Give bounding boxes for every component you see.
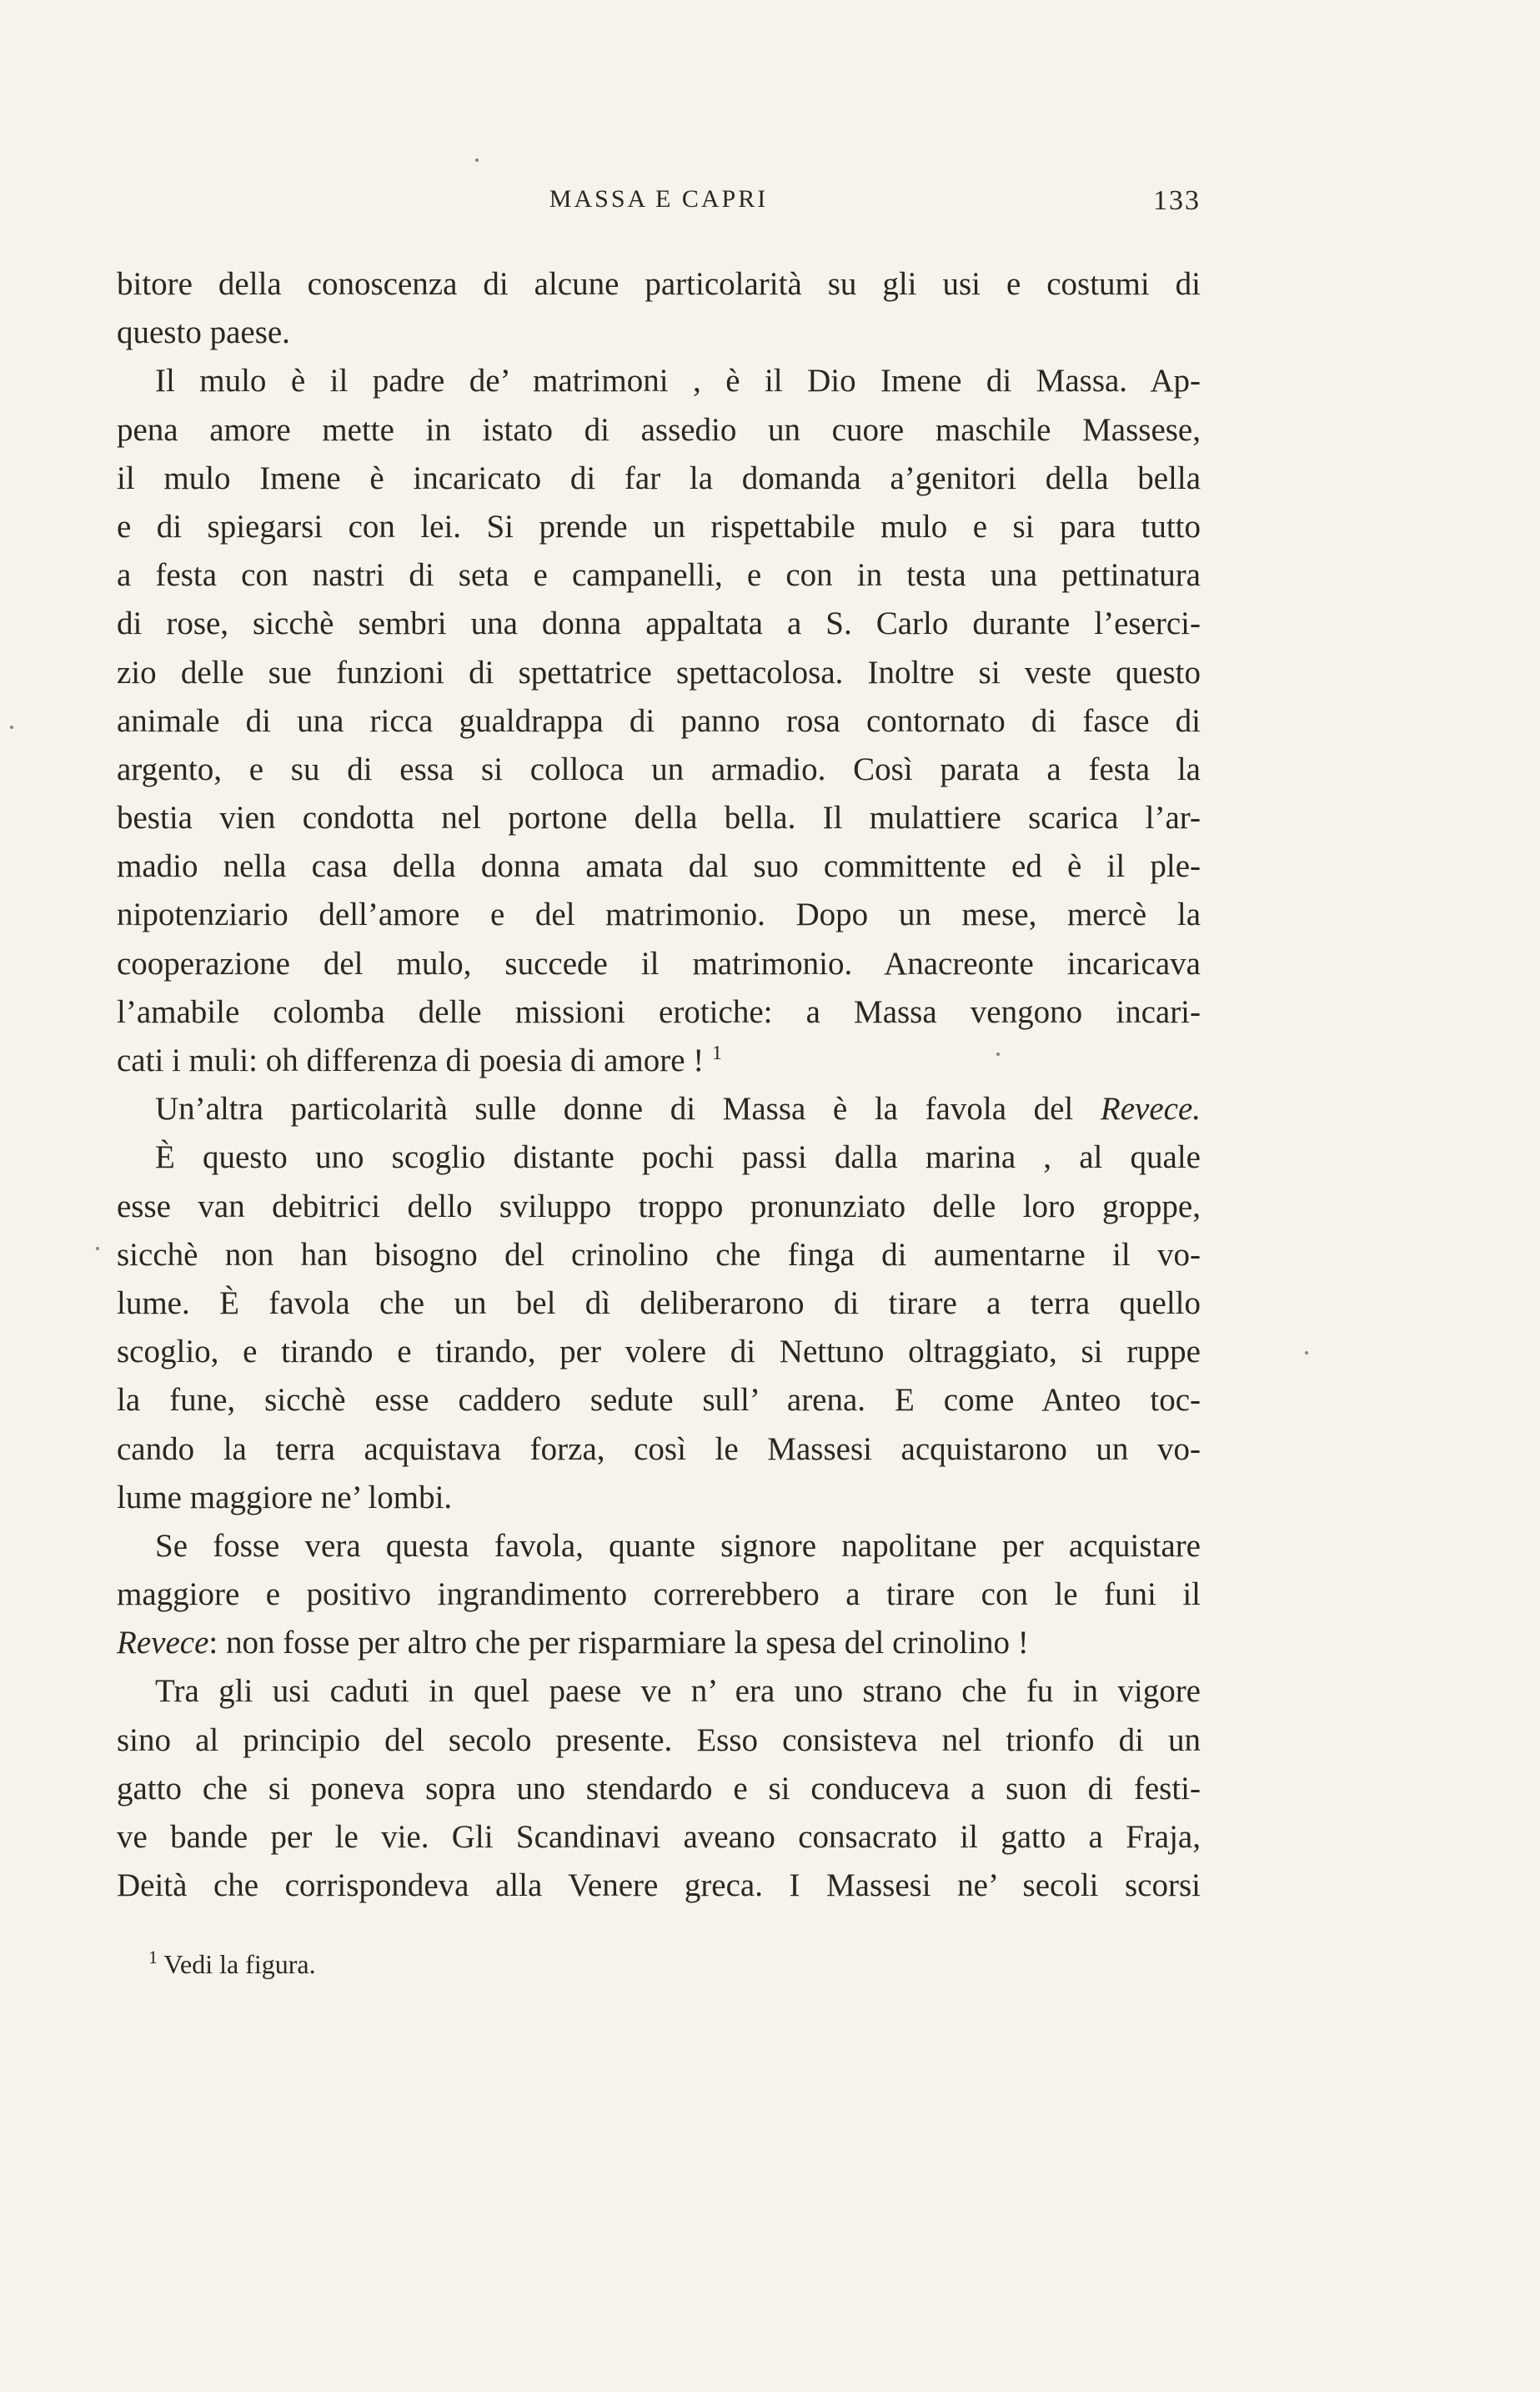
footnote [148, 1947, 316, 1981]
text-line: sino al principio del secolo presente. Esso consisteva nel trionfo di un [117, 1721, 1201, 1758]
text-line: la fune, sicchè esse caddero sedute sull’ arena. E come Anteo toc- [117, 1382, 1201, 1419]
body-text [117, 260, 1201, 1910]
revece-term: Revece. [1100, 1091, 1201, 1128]
text-line: l’amabile colomba delle missioni erotiche: a Massa vengono incari- [117, 993, 1201, 1030]
text-line-segment: Un’altra particolarità sulle donne di Massa è la favola del [155, 1091, 1074, 1128]
text-line: pena amore mette in istato di assedio un cuore maschile Massese, [117, 411, 1201, 448]
text-line: Il mulo è il padre de’ matrimoni , è il Dio Imene di Massa. Ap- [155, 363, 1201, 400]
text-line [117, 1085, 1201, 1133]
paper-speck [1305, 1351, 1308, 1354]
text-line: zio delle sue funzioni di spettatrice spettacolosa. Inoltre si veste questo [117, 654, 1201, 691]
text-line: gatto che si poneva sopra uno stendardo e si conduceva a suon di festi- [117, 1770, 1201, 1807]
footnote-text: Vedi la figura. [163, 1949, 316, 1979]
text-line: sicchè non han bisogno del crinolino che finga di aumentarne il vo- [117, 1236, 1201, 1273]
text-line: ve bande per le vie. Gli Scandinavi aveano consacrato il gatto a Fraja, [117, 1819, 1201, 1855]
page-header [117, 185, 1201, 227]
revece-term: Revece [117, 1625, 209, 1661]
page-number: 133 [1153, 185, 1201, 216]
text-line: cando la terra acquistava forza, così le Massesi acquistarono un vo- [117, 1430, 1201, 1467]
text-line: maggiore e positivo ingrandimento correrebbero a tirare con le funi il [117, 1576, 1201, 1613]
text-line: Tra gli usi caduti in quel paese ve n’ era uno strano che fu in vigore [155, 1673, 1201, 1710]
paper-speck [475, 158, 479, 162]
text-line: scoglio, e tirando e tirando, per volere di Nettuno oltraggiato, si ruppe [117, 1334, 1201, 1370]
text-line: esse van debitrici dello sviluppo troppo pronunziato delle loro groppe, [117, 1188, 1201, 1224]
paper-speck [96, 1247, 99, 1250]
paper-speck [996, 1053, 1000, 1056]
text-line: lume. È favola che un bel dì deliberarono di tirare a terra quello [117, 1284, 1201, 1321]
text-line: Deità che corrispondeva alla Venere greca. I Massesi ne’ secoli scorsi [117, 1867, 1201, 1904]
text-line [117, 1619, 1201, 1667]
paper-speck [10, 726, 13, 729]
running-title: MASSA E CAPRI [549, 185, 769, 213]
text-line: cooperazione del mulo, succede il matrimonio. Anacreonte incaricava [117, 945, 1201, 982]
text-line-segment: : non fosse per altro che per risparmiare la spesa del crinolino ! [208, 1625, 1029, 1661]
text-line: madio nella casa della donna amata dal suo committente ed è il ple- [117, 848, 1201, 885]
text-line: argento, e su di essa si colloca un armadio. Così parata a festa la [117, 751, 1201, 787]
footnote-marker: 1 [148, 1947, 158, 1967]
text-line: questo paese. [117, 314, 290, 351]
text-line: Se fosse vera questa favola, quante signore napolitane per acquistare [155, 1527, 1201, 1564]
text-line: bitore della conoscenza di alcune particolarità su gli usi e costumi di [117, 266, 1201, 302]
text-line: di rose, sicchè sembri una donna appaltata a S. Carlo durante l’eserci- [117, 606, 1201, 642]
text-line: lume maggiore ne’ lombi. [117, 1479, 453, 1515]
text-line: e di spiegarsi con lei. Si prende un rispettabile mulo e si para tutto [117, 508, 1201, 545]
text-line: È questo uno scoglio distante pochi passi dalla marina , al quale [155, 1139, 1201, 1176]
text-line: animale di una ricca gualdrappa di panno rosa contornato di fasce di [117, 702, 1201, 739]
text-line [117, 1037, 1201, 1085]
text-line: il mulo Imene è incaricato di far la domanda a’genitori della bella [117, 460, 1201, 496]
text-line: nipotenziario dell’amore e del matrimonio. Dopo un mese, mercè la [117, 897, 1201, 933]
footnote-reference: 1 [712, 1043, 723, 1064]
text-line: a festa con nastri di seta e campanelli, e con in testa una pettinatura [117, 557, 1201, 594]
text-line: bestia vien condotta nel portone della bella. Il mulattiere scarica l’ar- [117, 800, 1201, 837]
text-line-segment: cati i muli: oh differenza di poesia di amore ! [117, 1043, 705, 1078]
